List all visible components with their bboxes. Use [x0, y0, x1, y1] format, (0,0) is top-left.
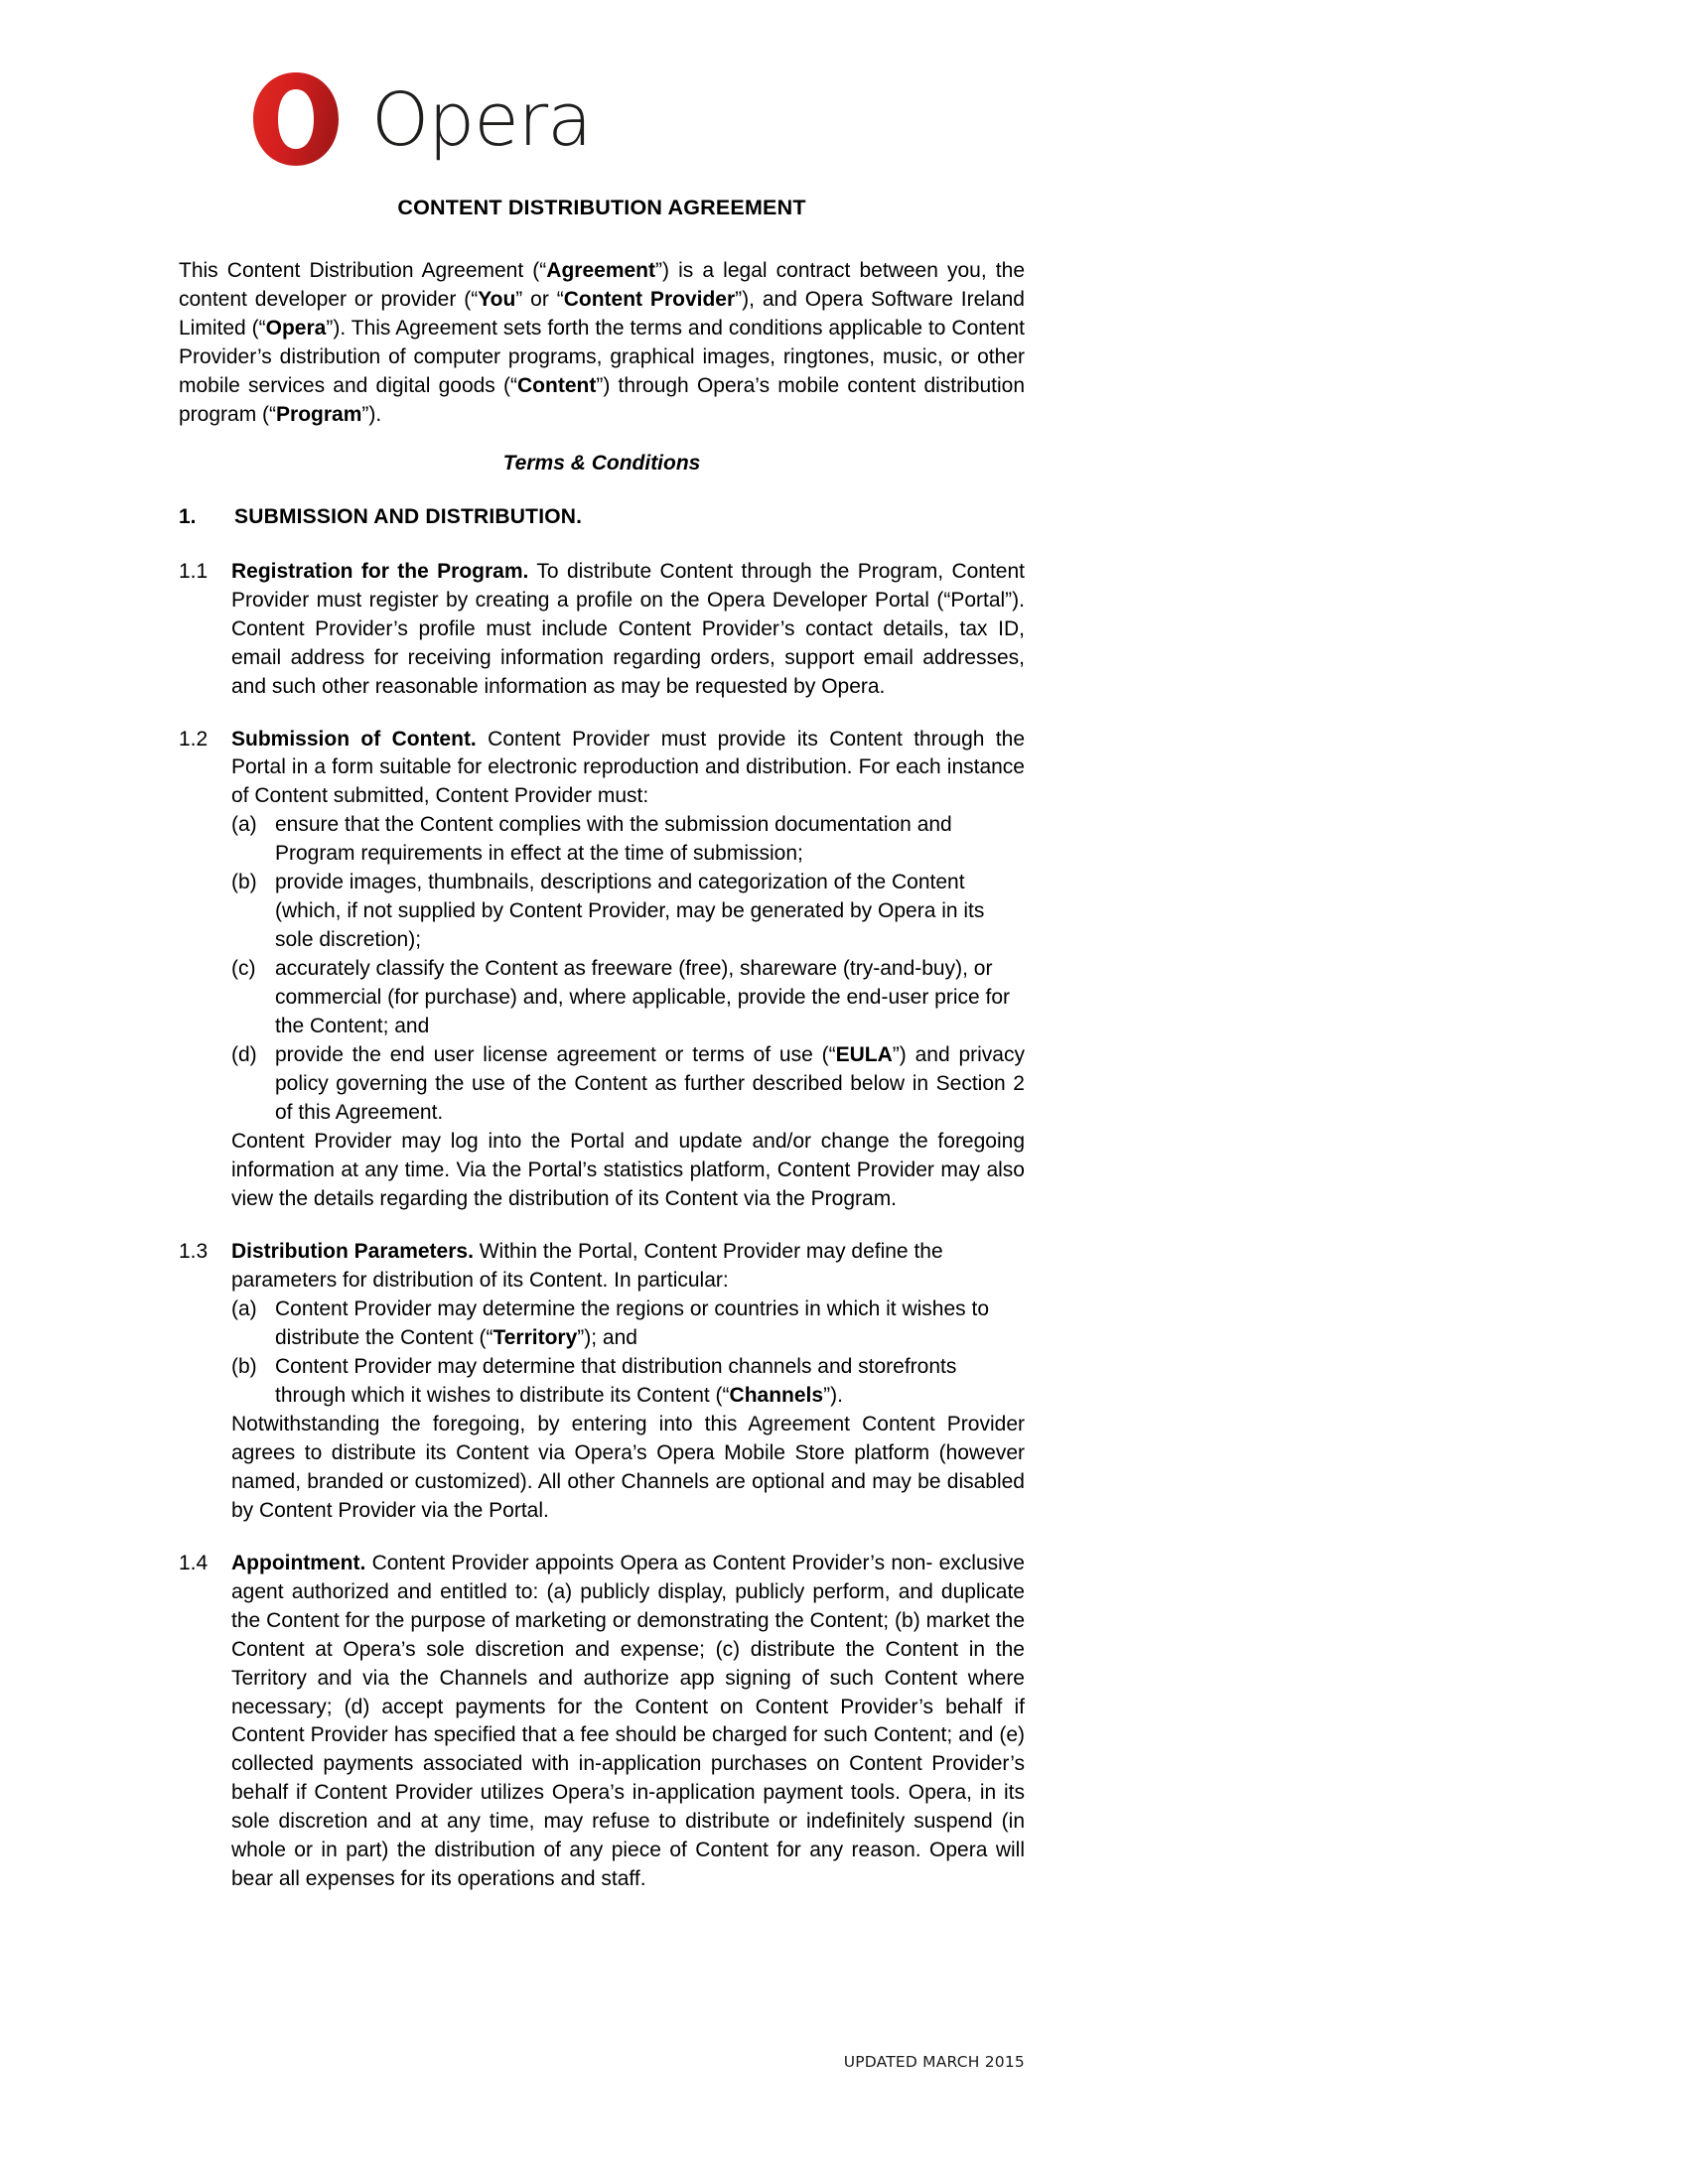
section-heading-1: [179, 503, 1025, 532]
page-footer: UPDATED MARCH 2015: [843, 2053, 1025, 2071]
sub-item-label: (a): [231, 813, 257, 837]
intro-paragraph: This Content Distribution Agreement (“Agreement”) is a legal contract between you, the content developer or provider (“You” or “Content Provider”), and Opera Software Ireland Limited (“Opera”). This Agreement sets forth the terms and conditions applicable to Content Provider’s distribution of computer programs, graphical images, ringtones, music, or other mobile services and digital goods (“Content”) through Opera’s mobile content distribution program (“Program”).: [179, 258, 1026, 426]
list-item: [231, 1041, 1025, 1128]
clause-1-2: [179, 726, 1025, 1214]
clause-text: To distribute Content through the Program, Content Provider must register by creating a profile on the Opera Developer Portal (“Portal”). Content Provider’s profile must include Content Provider’s contact details, tax ID, email address for receiving information regarding orders, support email addresses, and such other reasonable information as may be requested by Opera.: [231, 559, 1025, 698]
clause-text: Content Provider appoints Opera as Content Provider’s non- exclusive agent authorized and entitled to: (a) publicly display, publicly perform, and duplicate the Content for the purpose of marketing or demonstrating the Content; (b) market the Content at Opera’s sole discretion and expense; (c) distribute the Content in the Territory and via the Channels and authorize app signing of such Content where necessary; (d) accept payments for the Content on Content Provider’s behalf if Content Provider has specified that a fee should be charged for such Content; and (e) collected payments associated with in-application purchases on Content Provider’s behalf if Content Provider utilizes Opera’s in-application payment tools. Opera, in its sole discretion and at any time, may refuse to distribute or indefinitely suspend (in whole or in part) the distribution of any piece of Content for any reason. Opera will bear all expenses for its operations and staff.: [231, 1551, 1025, 1891]
clause-heading: Appointment.: [231, 1551, 366, 1574]
clause-1-3: [179, 1238, 1025, 1526]
clause-closing-paragraph: Notwithstanding the foregoing, by entering into this Agreement Content Provider agrees to distribute its Content via Opera’s Opera Mobile Store platform (however named, branded or customized). All other Channels are optional and may be disabled by Content Provider via the Portal.: [231, 1412, 1025, 1522]
sub-item-text: ensure that the Content complies with the submission documentation and Program requirements in effect at the time of submission;: [275, 813, 952, 866]
sub-item-label: (c): [231, 957, 256, 981]
clause-heading: Submission of Content.: [231, 727, 477, 751]
document-title: CONTENT DISTRIBUTION AGREEMENT: [397, 196, 806, 219]
clause-content: [231, 726, 1025, 1214]
clause-number: 1.3: [179, 1239, 209, 1263]
clause-paragraph: [231, 558, 1025, 702]
clause-closing-paragraph: Content Provider may log into the Portal and update and/or change the foregoing information at any time. Via the Portal’s statistics platform, Content Provider may also view the details regarding the distribution of its Content via the Program.: [231, 1130, 1025, 1210]
clause-text: Content Provider must provide its Content through the Portal in a form suitable for electronic reproduction and distribution. For each instance of Content submitted, Content Provider must:: [231, 727, 1026, 808]
clause-number: 1.1: [179, 559, 209, 583]
clause-content: [231, 558, 1025, 702]
sub-item-label: (d): [231, 1043, 257, 1067]
sub-item-text: Content Provider may determine the regions or countries in which it wishes to distribute the Content (“Territory”); and: [275, 1297, 990, 1349]
list-item: [231, 955, 1025, 1041]
sub-item-list: [231, 1296, 1025, 1411]
clause-1-1: [179, 558, 1025, 702]
clause-heading: Distribution Parameters.: [231, 1239, 474, 1263]
clause-paragraph: [231, 1238, 1025, 1296]
list-item: [231, 869, 1025, 955]
terms-and-conditions-heading: Terms & Conditions: [502, 451, 701, 475]
sub-item-text: Content Provider may determine that distribution channels and storefronts through which it wishes to distribute its Content (“Channels”).: [275, 1354, 957, 1407]
section-number: 1.: [179, 504, 197, 528]
list-item: [231, 1353, 1025, 1411]
sub-item-text: provide images, thumbnails, descriptions and categorization of the Content (which, if not supplied by Content Provider, may be generated by Opera in its sole discretion);: [275, 871, 985, 952]
opera-logo: [250, 62, 592, 171]
sub-item-text: accurately classify the Content as freeware (free), shareware (try-and-buy), or commercial (for purchase) and, where applicable, provide the end-user price for the Content; and: [275, 957, 1011, 1038]
section-title: SUBMISSION AND DISTRIBUTION.: [234, 504, 583, 528]
document-body: [179, 195, 1025, 1918]
clause-number: 1.4: [179, 1551, 209, 1574]
clause-number: 1.2: [179, 727, 209, 751]
sub-item-list: [231, 811, 1025, 1128]
sub-item-text: provide the end user license agreement or terms of use (“EULA”) and privacy policy governing the use of the Content as further described below in Section 2 of this Agreement.: [275, 1043, 1025, 1125]
opera-o-ring-icon: [250, 71, 342, 167]
clause-content: [231, 1238, 1025, 1526]
clause-content: [231, 1550, 1025, 1895]
list-item: [231, 1296, 1025, 1353]
sub-item-label: (b): [231, 1354, 257, 1378]
sub-item-label: (b): [231, 871, 257, 894]
sub-item-label: (a): [231, 1297, 257, 1320]
list-item: [231, 811, 1025, 869]
clause-text: Within the Portal, Content Provider may define the parameters for distribution of its Content. In particular:: [231, 1239, 943, 1292]
clause-heading: Registration for the Program.: [231, 559, 529, 583]
clause-1-4: [179, 1550, 1025, 1895]
clause-paragraph: [231, 726, 1025, 812]
opera-wordmark: Opera: [371, 77, 592, 163]
clause-paragraph: [231, 1550, 1025, 1895]
